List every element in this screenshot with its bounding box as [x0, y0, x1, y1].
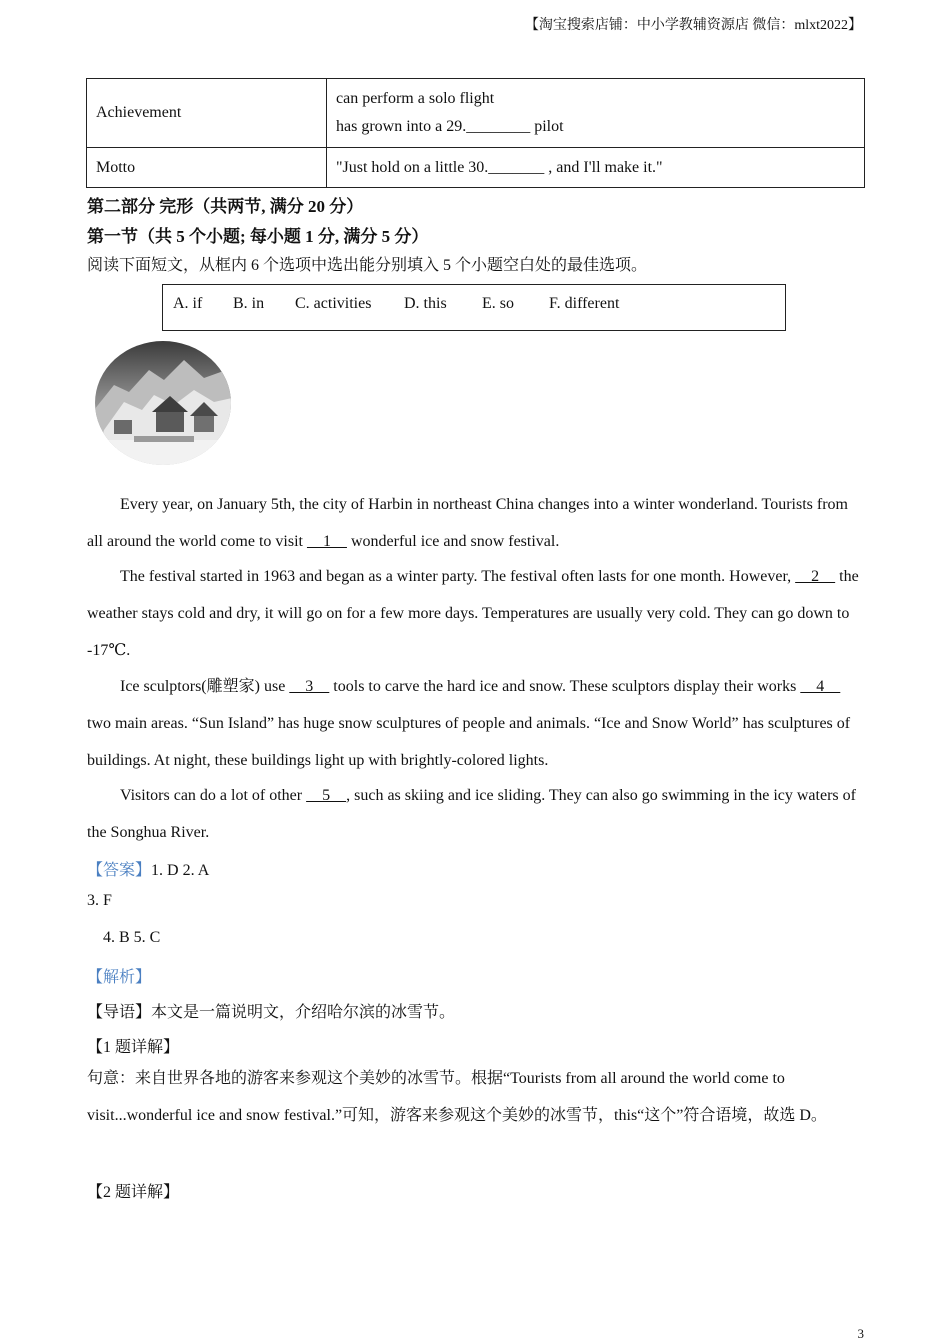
passage-paragraph-2: [87, 558, 867, 669]
q2-title: 【2 题详解】: [87, 1184, 180, 1201]
part-title: 第二部分 完形（共两节, 满分 20 分）: [87, 197, 364, 216]
q1-body: 句意：来自世界各地的游客来参观这个美妙的冰雪节。根据“Tourists from all around the world come to visit...wonderful ice and snow festival.”可知，游客来参观这个美妙的冰雪节，this“这个”符合语境，故选 D。: [87, 1070, 827, 1124]
passage-text: , such as skiing and ice sliding. They can also go swimming in the icy waters of the Songhua River.: [87, 787, 856, 841]
table-label: Achievement: [87, 79, 327, 148]
answer-line-3: 4. B 5. C: [103, 929, 161, 946]
table-row: [87, 148, 865, 188]
analysis-intro: 【导语】本文是一篇说明文，介绍哈尔滨的冰雪节。: [87, 1004, 456, 1021]
table-row: [87, 79, 865, 148]
option-item: D. this: [404, 295, 447, 312]
blank-2: 2: [795, 568, 836, 585]
instruction: 阅读下面短文，从框内 6 个选项中选出能分别填入 5 个小题空白处的最佳选项。: [87, 257, 648, 274]
passage-text: The festival started in 1963 and began as a winter party. The festival often lasts for one month. However,: [120, 568, 796, 585]
passage-paragraph-3: [87, 668, 867, 779]
blank-3: 3: [289, 678, 330, 695]
option-item: C. activities: [295, 295, 372, 312]
options-box: [162, 284, 786, 331]
passage-text: Ice sculptors(雕塑家) use: [120, 678, 290, 695]
table-value-line: "Just hold on a little 30._______ , and I'll make it.": [336, 158, 663, 176]
passage-paragraph-1: [87, 486, 867, 560]
info-table: [86, 78, 865, 188]
table-value-line: has grown into a 29.________ pilot: [336, 118, 564, 135]
blank-1: 1: [306, 533, 347, 550]
analysis-tag: 【解析】: [87, 969, 152, 986]
answer-line-2: 3. F: [87, 892, 112, 909]
subsection-title: 第一节（共 5 个小题; 每小题 1 分, 满分 5 分）: [87, 227, 429, 246]
option-item: E. so: [482, 295, 514, 312]
option-item: F. different: [549, 295, 620, 312]
page-number: 3: [857, 1326, 864, 1341]
option-item: B. in: [233, 295, 265, 312]
table-value-line: can perform a solo flight: [336, 90, 495, 107]
answer-text: 1. D 2. A: [151, 862, 210, 879]
blank-5: 5: [306, 787, 347, 804]
table-value: [327, 79, 865, 148]
answer-line: [87, 857, 209, 880]
passage-text: tools to carve the hard ice and snow. These sculptors display their works: [329, 678, 801, 695]
passage-text: Every year, on January 5th, the city of Harbin in northeast China changes into a winter wonderland. Tourists from all around the world come to visit: [87, 496, 848, 550]
passage-text: two main areas. “Sun Island” has huge snow sculptures of people and animals. “Ice and Snow World” has sculptures of buildings. At night, these buildings light up with brightly-colored lights.: [87, 715, 851, 769]
table-value: [327, 148, 865, 188]
passage-text: wonderful ice and snow festival.: [346, 533, 560, 550]
page-header: 【淘宝搜索店铺：中小学教辅资源店 微信：mlxt2022】: [524, 18, 862, 33]
passage-text: the weather stays cold and dry, it will go on for a few more days. Temperatures are usually very cold. They can go down to -17℃.: [87, 568, 859, 659]
answer-tag: 【答案】: [87, 862, 152, 879]
option-item: A. if: [173, 295, 203, 312]
passage-text: Visitors can do a lot of other: [120, 787, 307, 804]
table-label: Motto: [87, 148, 327, 188]
passage-paragraph-4: [87, 777, 867, 851]
q1-title: 【1 题详解】: [87, 1039, 180, 1056]
blank-4: 4: [800, 678, 841, 695]
ice-festival-photo: [94, 340, 232, 466]
